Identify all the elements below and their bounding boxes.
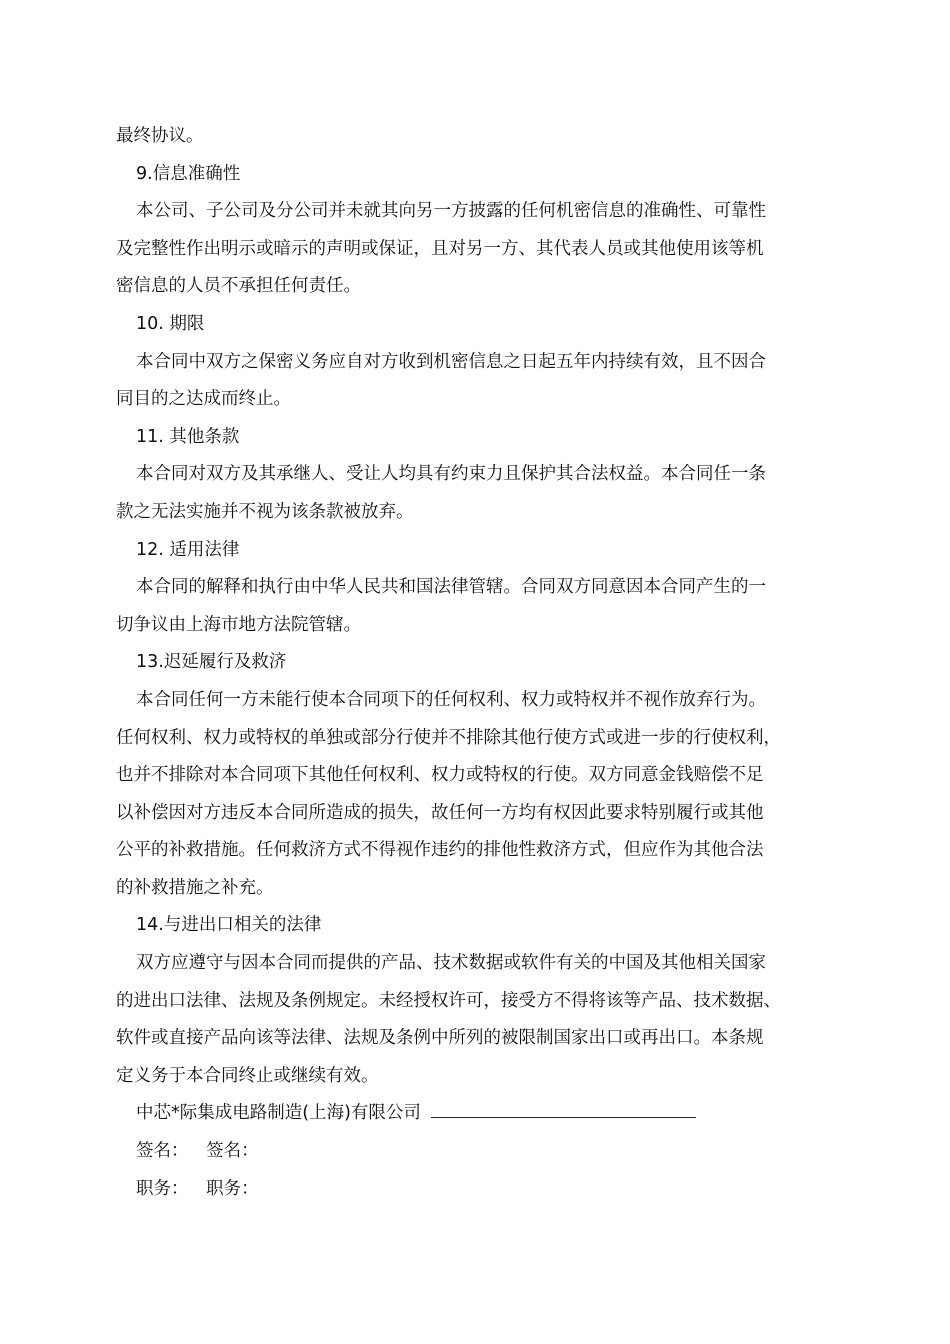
section-body-12 [116, 569, 834, 644]
paragraph-line: 本合同任何一方未能行使本合同项下的任何权利、权力或特权并不视作放弃行为。 [136, 689, 766, 710]
paragraph-line: 定义务于本合同终止或继续有效。 [116, 1065, 379, 1086]
title-label-party-a: 职务： [136, 1178, 189, 1199]
paragraph-line: 款之无法实施并不视为该条款被放弃。 [116, 501, 414, 522]
paragraph-line: 本合同对双方及其承继人、受让人均具有约束力且保护其合法权益。本合同任一条 [136, 464, 766, 485]
sign-label-party-b: 签名： [206, 1141, 259, 1162]
section-body-9 [116, 193, 834, 306]
section-body-14 [116, 945, 834, 1095]
paragraph-line: 同目的之达成而终止。 [116, 389, 291, 410]
company-name: 中芯*际集成电路制造(上海)有限公司 [136, 1103, 421, 1124]
signature-sign-row [116, 1133, 834, 1171]
paragraph-line: 也并不排除对本合同项下其他任何权利、权力或特权的行使。双方同意金钱赔偿不足 [116, 765, 764, 786]
intro-tail-text: 最终协议。 [116, 126, 204, 146]
paragraph-line: 本合同中双方之保密义务应自对方收到机密信息之日起五年内持续有效，且不因合 [136, 351, 766, 372]
paragraph-line: 切争议由上海市地方法院管辖。 [116, 614, 361, 635]
paragraph-line: 的进出口法律、法规及条例规定。未经授权许可，接受方不得将该等产品、技术数据、 [116, 990, 781, 1011]
paragraph-line: 任何权利、权力或特权的单独或部分行使并不排除其他行使方式或进一步的行使权利， [116, 727, 781, 748]
section-heading-13: 13.迟延履行及救济 [136, 652, 287, 673]
section-heading-11: 11. 其他条款 [136, 426, 240, 447]
signature-title-row [116, 1171, 834, 1209]
section-heading-10: 10. 期限 [136, 313, 205, 334]
paragraph-line: 的补救措施之补充。 [116, 877, 274, 898]
paragraph-line: 本合同的解释和执行由中华人民共和国法律管辖。合同双方同意因本合同产生的一 [136, 577, 766, 598]
signature-company-row [116, 1095, 834, 1133]
section-body-10 [116, 344, 834, 419]
title-label-party-b: 职务： [206, 1178, 259, 1199]
document-body [116, 118, 834, 1208]
paragraph-line: 本公司、子公司及分公司并未就其向另一方披露的任何机密信息的准确性、可靠性 [136, 201, 766, 222]
section-heading-9: 9.信息准确性 [136, 163, 241, 184]
paragraph-line: 软件或直接产品向该等法律、法规及条例中所列的被限制国家出口或再出口。本条规 [116, 1028, 764, 1049]
paragraph-line: 以补偿因对方违反本合同所造成的损失，故任何一方均有权因此要求特别履行或其他 [116, 802, 764, 823]
counterparty-blank-line [431, 1095, 696, 1118]
paragraph-line: 及完整性作出明示或暗示的声明或保证，且对另一方、其代表人员或其他使用该等机 [116, 238, 764, 259]
paragraph-line: 密信息的人员不承担任何责任。 [116, 276, 361, 297]
section-body-11 [116, 456, 834, 531]
paragraph-line: 公平的补救措施。任何救济方式不得视作违约的排他性救济方式，但应作为其他合法 [116, 840, 764, 861]
section-heading-12: 12. 适用法律 [136, 539, 240, 560]
section-heading-14: 14.与进出口相关的法律 [136, 915, 322, 936]
paragraph-line: 双方应遵守与因本合同而提供的产品、技术数据或软件有关的中国及其他相关国家 [136, 953, 766, 974]
sign-label-party-a: 签名： [136, 1141, 189, 1162]
section-body-13 [116, 682, 834, 908]
